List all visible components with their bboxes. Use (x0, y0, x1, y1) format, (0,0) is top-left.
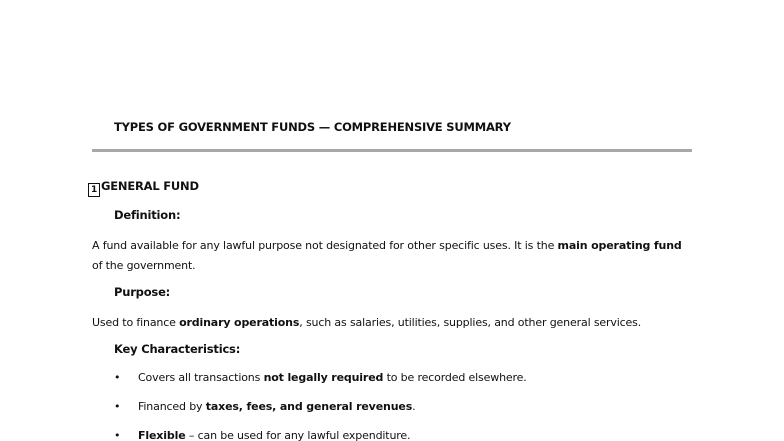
title-divider (92, 149, 692, 152)
list-item (114, 400, 415, 413)
bullet-emphasis: taxes, fees, and general revenues (205, 400, 413, 413)
purpose-label: Purpose: (114, 285, 171, 299)
list-item (114, 429, 410, 441)
purpose-paragraph (92, 313, 692, 333)
bullet-text: Covers all transactions (138, 371, 264, 384)
section-number-box: 1 (88, 183, 100, 197)
definition-paragraph (92, 236, 692, 275)
bullet-icon: • (114, 400, 121, 413)
bullet-icon: • (114, 429, 121, 441)
bullet-text: Financed by (138, 400, 206, 413)
purpose-text-end: , such as salaries, utilities, supplies, and other general services. (299, 316, 642, 329)
bullet-text-end: to be recorded elsewhere. (383, 371, 527, 384)
bullet-emphasis: not legally required (263, 371, 384, 384)
definition-text-end: of the government. (92, 258, 196, 272)
bullet-text-end: . (412, 400, 416, 413)
purpose-emphasis: ordinary operations (179, 316, 300, 329)
document-title: TYPES OF GOVERNMENT FUNDS — COMPREHENSIVE SUMMARY (114, 120, 511, 134)
definition-label: Definition: (114, 208, 181, 222)
section-heading (88, 179, 199, 197)
bullet-emphasis: Flexible (138, 429, 186, 441)
bullet-icon: • (114, 371, 121, 384)
purpose-text: Used to finance (92, 316, 180, 329)
section-heading-text: GENERAL FUND (101, 179, 199, 193)
list-item (114, 371, 527, 384)
characteristics-label: Key Characteristics: (114, 342, 241, 356)
definition-text: A fund available for any lawful purpose not designated for other specific uses. It is the (92, 239, 558, 252)
definition-emphasis: main operating fund (557, 239, 682, 252)
bullet-text-end: – can be used for any lawful expenditure. (185, 429, 411, 441)
